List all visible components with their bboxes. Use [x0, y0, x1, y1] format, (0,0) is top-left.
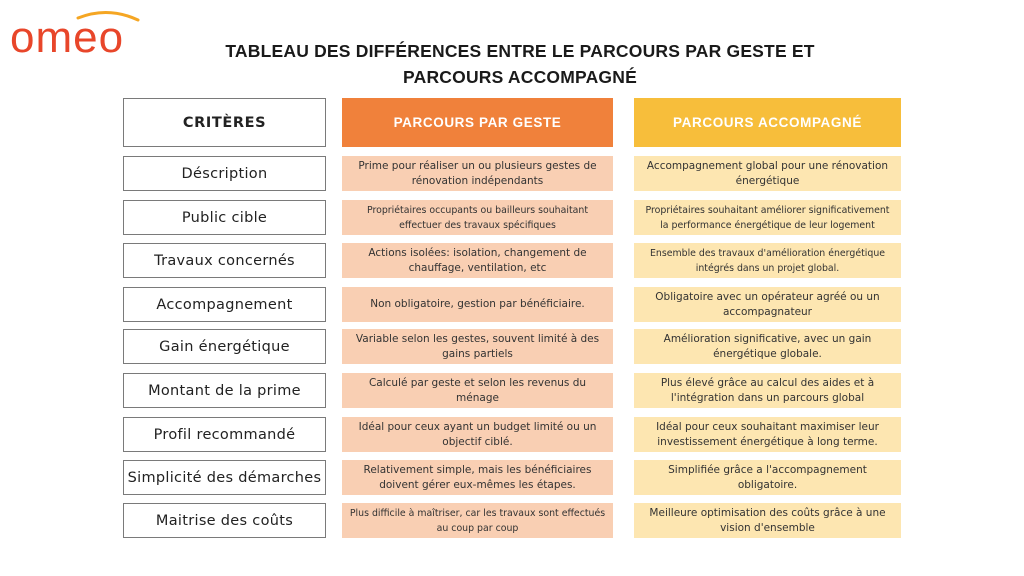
- row-criterion: Déscription: [123, 156, 326, 191]
- row-accompagne-cell: Accompagnement global pour une rénovation énergétique: [634, 156, 901, 191]
- row-accompagne-cell: Amélioration significative, avec un gain énergétique globale.: [634, 329, 901, 364]
- title-line-1: TABLEAU DES DIFFÉRENCES ENTRE LE PARCOURS PAR GESTE ET: [225, 41, 815, 61]
- title-line-2: PARCOURS ACCOMPAGNÉ: [403, 67, 637, 87]
- row-criterion: Gain énergétique: [123, 329, 326, 364]
- row-accompagne-cell: Plus élevé grâce au calcul des aides et à l'intégration dans un parcours global: [634, 373, 901, 408]
- row-criterion: Accompagnement: [123, 287, 326, 322]
- row-criterion: Profil recommandé: [123, 417, 326, 452]
- row-geste-cell: Relativement simple, mais les bénéficiaires doivent gérer eux-mêmes les étapes.: [342, 460, 613, 495]
- row-accompagne-cell: Ensemble des travaux d'amélioration énergétique intégrés dans un projet global.: [634, 243, 901, 278]
- row-accompagne-cell: Obligatoire avec un opérateur agréé ou un accompagnateur: [634, 287, 901, 322]
- row-geste-cell: Idéal pour ceux ayant un budget limité ou un objectif ciblé.: [342, 417, 613, 452]
- row-geste-cell: Propriétaires occupants ou bailleurs souhaitant effectuer des travaux spécifiques: [342, 200, 613, 235]
- row-geste-cell: Non obligatoire, gestion par bénéficiaire.: [342, 287, 613, 322]
- row-geste-cell: Prime pour réaliser un ou plusieurs gestes de rénovation indépendants: [342, 156, 613, 191]
- row-criterion: Maitrise des coûts: [123, 503, 326, 538]
- row-geste-cell: Calculé par geste et selon les revenus du ménage: [342, 373, 613, 408]
- row-criterion: Public cible: [123, 200, 326, 235]
- row-accompagne-cell: Simplifiée grâce a l'accompagnement obligatoire.: [634, 460, 901, 495]
- row-geste-cell: Variable selon les gestes, souvent limité à des gains partiels: [342, 329, 613, 364]
- header-criteria: CRITÈRES: [123, 98, 326, 147]
- header-parcours-accompagne: PARCOURS ACCOMPAGNÉ: [634, 98, 901, 147]
- row-criterion: Travaux concernés: [123, 243, 326, 278]
- page-title: [180, 38, 860, 90]
- header-parcours-geste: PARCOURS PAR GESTE: [342, 98, 613, 147]
- omeo-logo: [8, 8, 178, 60]
- row-criterion: Montant de la prime: [123, 373, 326, 408]
- row-accompagne-cell: Propriétaires souhaitant améliorer significativement la performance énergétique de leur logement: [634, 200, 901, 235]
- row-accompagne-cell: Meilleure optimisation des coûts grâce à une vision d'ensemble: [634, 503, 901, 538]
- row-accompagne-cell: Idéal pour ceux souhaitant maximiser leur investissement énergétique à long terme.: [634, 417, 901, 452]
- row-geste-cell: Actions isolées: isolation, changement de chauffage, ventilation, etc: [342, 243, 613, 278]
- row-geste-cell: Plus difficile à maîtriser, car les travaux sont effectués au coup par coup: [342, 503, 613, 538]
- row-criterion: Simplicité des démarches: [123, 460, 326, 495]
- svg-text:omeo: omeo: [10, 13, 125, 60]
